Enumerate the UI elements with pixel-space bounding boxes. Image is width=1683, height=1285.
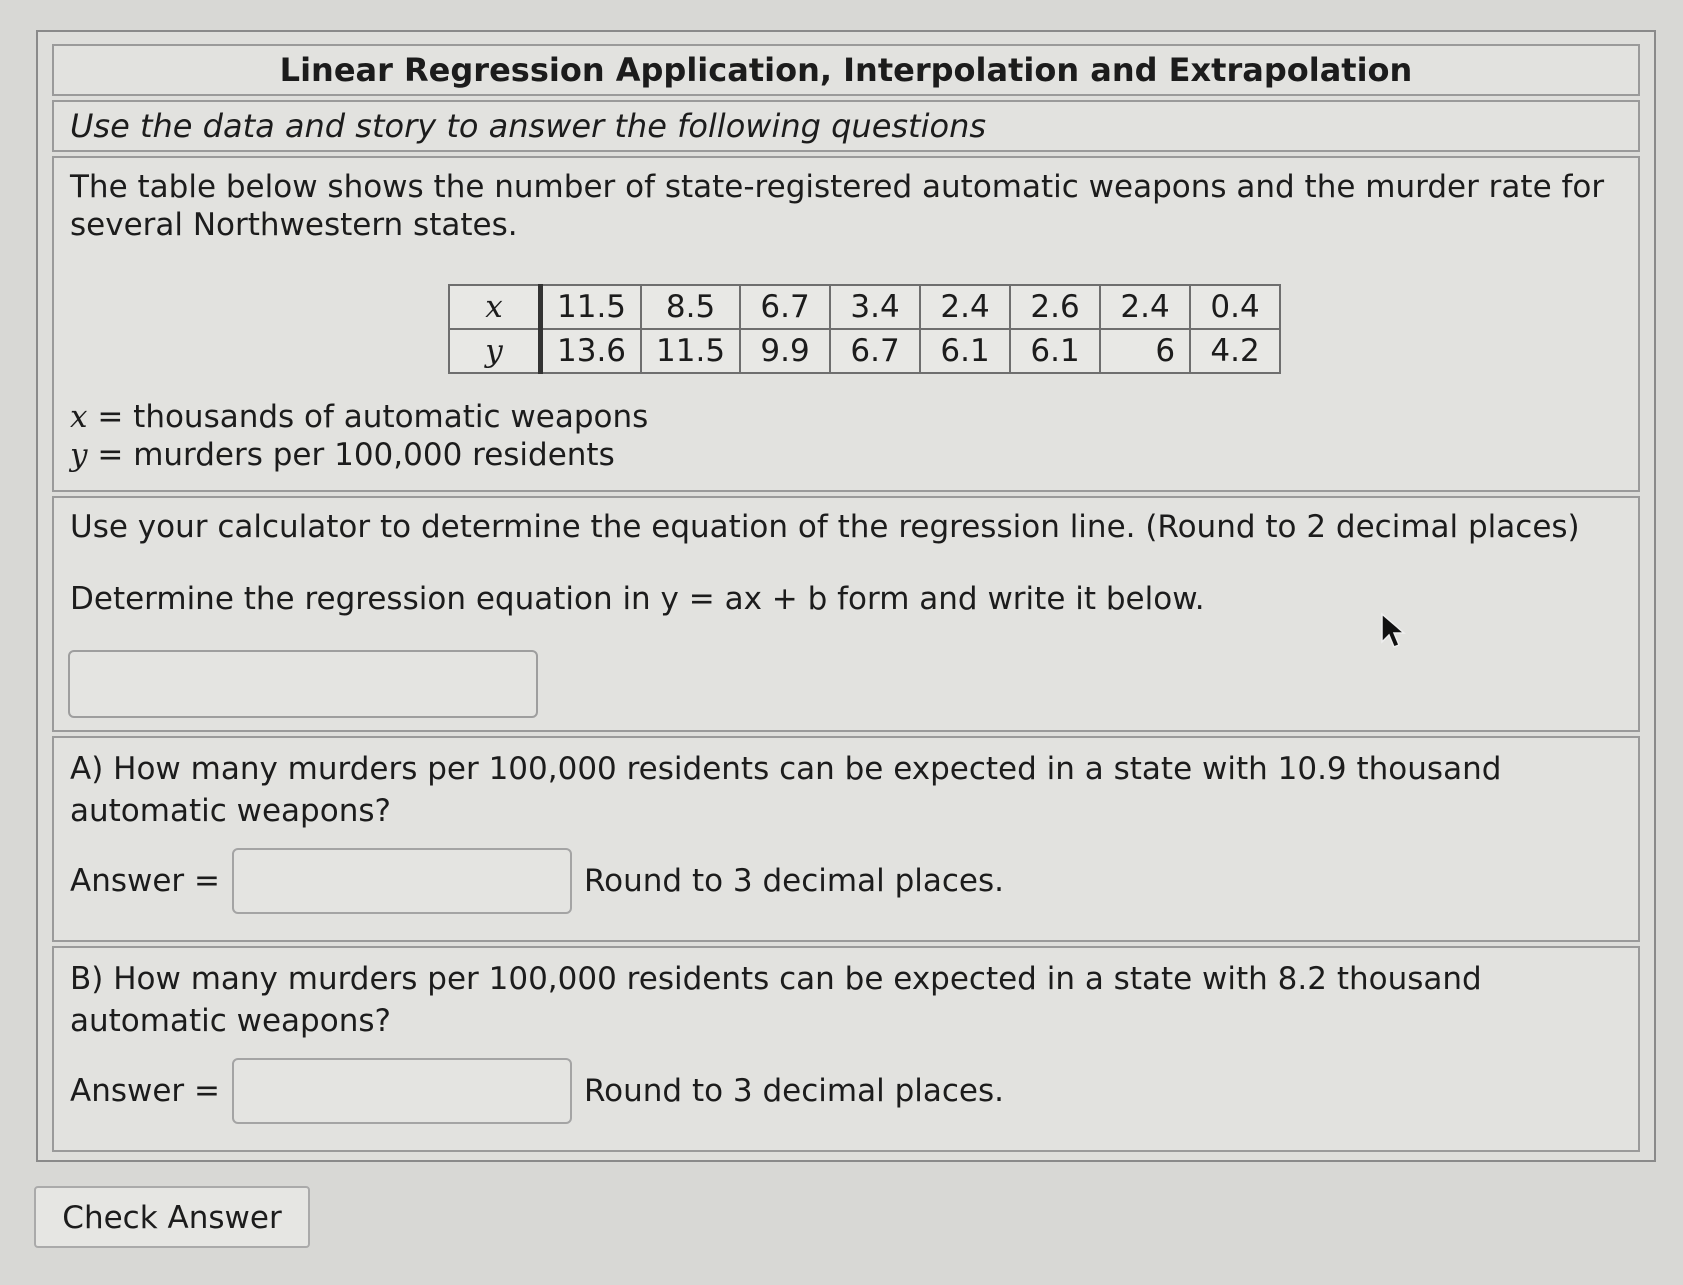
page-subtitle: Use the data and story to answer the following questions: [70, 107, 987, 145]
question-a-hint: Round to 3 decimal places.: [584, 863, 1004, 899]
question-a-answer-line: [70, 848, 1004, 914]
table-cell: 11.5: [541, 285, 642, 329]
table-cell: 13.6: [541, 329, 642, 373]
data-table: [448, 284, 1281, 374]
subtitle-row: [52, 100, 1640, 152]
table-cell: 6: [1100, 329, 1190, 373]
table-cell: 6.1: [1010, 329, 1100, 373]
table-cell: 6.1: [920, 329, 1010, 373]
table-cell: 2.4: [1100, 285, 1190, 329]
table-header-y: y: [449, 329, 541, 373]
story-text: The table below shows the number of state-registered automatic weapons and the murder rate for several Northwestern states.: [70, 169, 1605, 243]
check-answer-button[interactable]: Check Answer: [34, 1186, 310, 1248]
table-cell: 6.7: [830, 329, 920, 373]
table-cell: 9.9: [740, 329, 830, 373]
regression-prompt: Determine the regression equation in y = ax + b form and write it below.: [70, 581, 1205, 617]
definition-x-var: x: [70, 399, 88, 435]
definition-y: [70, 436, 648, 474]
table-cell: 0.4: [1190, 285, 1280, 329]
mouse-pointer-icon: [1380, 612, 1410, 652]
page-title: Linear Regression Application, Interpolation and Extrapolation: [279, 51, 1413, 89]
definition-x-text: = thousands of automatic weapons: [87, 399, 649, 435]
question-b-section: [52, 946, 1640, 1152]
question-b-answer-input[interactable]: [232, 1058, 572, 1124]
table-cell: 3.4: [830, 285, 920, 329]
variable-definitions: [70, 398, 648, 474]
table-row-y: [449, 329, 1280, 373]
question-panel: [36, 30, 1656, 1162]
table-header-x: x: [449, 285, 541, 329]
title-row: [52, 44, 1640, 96]
table-cell: 2.6: [1010, 285, 1100, 329]
table-cell: 8.5: [641, 285, 740, 329]
table-cell: 4.2: [1190, 329, 1280, 373]
definition-y-text: = murders per 100,000 residents: [87, 437, 615, 473]
question-a-answer-label: Answer =: [70, 863, 221, 899]
regression-equation-input[interactable]: [68, 650, 538, 718]
question-b-answer-line: [70, 1058, 1004, 1124]
table-cell: 6.7: [740, 285, 830, 329]
table-cell: 2.4: [920, 285, 1010, 329]
question-a-text: A) How many murders per 100,000 residents can be expected in a state with 10.9 thousand automatic weapons?: [70, 751, 1502, 829]
regression-instruction: Use your calculator to determine the equation of the regression line. (Round to 2 decimal places): [70, 509, 1580, 545]
story-section: [52, 156, 1640, 492]
table-row-x: [449, 285, 1280, 329]
definition-y-var: y: [70, 437, 88, 473]
question-a-section: [52, 736, 1640, 942]
question-b-hint: Round to 3 decimal places.: [584, 1073, 1004, 1109]
question-b-answer-label: Answer =: [70, 1073, 221, 1109]
table-cell: 11.5: [641, 329, 740, 373]
question-b-text: B) How many murders per 100,000 residents can be expected in a state with 8.2 thousand automatic weapons?: [70, 961, 1482, 1039]
question-a-answer-input[interactable]: [232, 848, 572, 914]
definition-x: [70, 398, 648, 436]
